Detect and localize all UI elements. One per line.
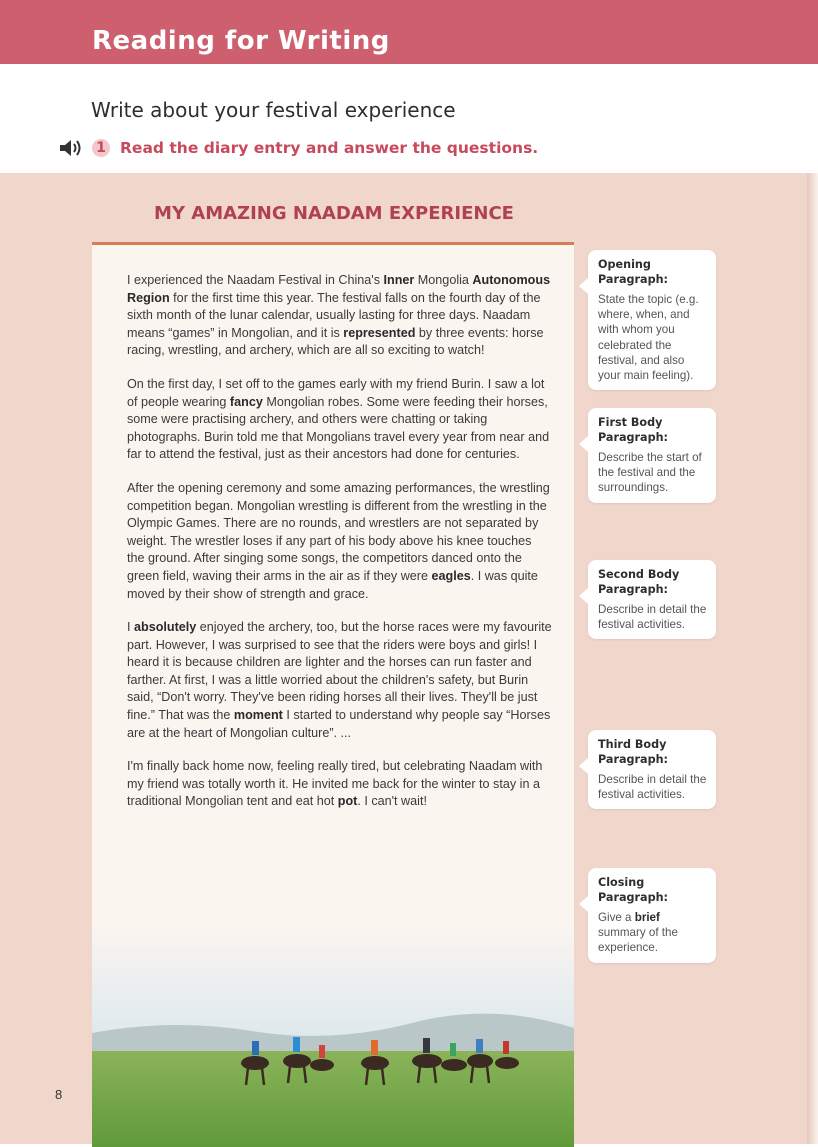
- article-title: MY AMAZING NAADAM EXPERIENCE: [154, 203, 514, 224]
- callout-body: Give a brief summary of the experience.: [598, 911, 678, 955]
- callout-heading: Second Body Paragraph:: [598, 568, 680, 596]
- diary-paragraphs: [127, 272, 552, 811]
- audio-speaker-icon[interactable]: [58, 138, 86, 158]
- bold-term: absolutely: [134, 620, 197, 635]
- bold-term: moment: [233, 708, 283, 723]
- bold-term: brief: [634, 911, 660, 924]
- bold-term: Autonomous Region: [127, 273, 551, 305]
- diary-paragraph: I experienced the Naadam Festival in China's Inner Mongolia Autonomous Region for the first time this year. The festival falls on the fourth day of the sixth month of the lunar calendar, usually lasting for three days. Naadam means “games” in Mongolian, and it is represented by three events: horse racing, wrestling, and archery, which are all so exciting to watch!: [127, 273, 551, 358]
- callout-body: Describe in detail the festival activities.: [598, 773, 707, 802]
- callout-first-body-paragraph: [588, 408, 716, 503]
- instruction-text: Read the diary entry and answer the questions.: [120, 139, 539, 157]
- callout-heading: Opening Paragraph:: [598, 258, 669, 286]
- bold-term: fancy: [229, 394, 263, 409]
- callout-second-body-paragraph: [588, 560, 716, 639]
- horse-race-photo: [92, 923, 574, 1147]
- bold-term: pot: [337, 794, 358, 809]
- diary-paragraph: On the first day, I set off to the games early with my friend Burin. I saw a lot of people wearing fancy Mongolian robes. Some were feeding their horses, some were practising archery, and others were chatting or taking photographs. Burin told me that Mongolians travel every year from near and far to attend the festival, just as their ancestors had done for centuries.: [127, 376, 550, 462]
- diary-paragraph: I'm finally back home now, feeling really tired, but celebrating Naadam with my friend was totally worth it. He invited me back for the winter to stay in a traditional Mongolian tent and eat hot pot. I can't wait!: [127, 759, 543, 809]
- page-subheading: Write about your festival experience: [91, 98, 456, 122]
- bold-term: Inner: [383, 273, 415, 287]
- callout-heading: Third Body Paragraph:: [598, 738, 669, 766]
- section-title: Reading for Writing: [92, 26, 390, 56]
- page-number: 8: [55, 1087, 63, 1102]
- callout-closing-paragraph: [588, 868, 716, 963]
- instruction-row: [58, 137, 538, 159]
- page-edge: [807, 173, 818, 1144]
- callout-body: Describe the start of the festival and the surroundings.: [598, 451, 702, 495]
- callout-heading: First Body Paragraph:: [598, 416, 669, 444]
- exercise-number: 1: [92, 139, 110, 157]
- bold-term: represented: [343, 325, 416, 340]
- callout-body: Describe in detail the festival activities.: [598, 603, 707, 632]
- callout-body: State the topic (e.g. where, when, and with whom you celebrated the festival, and also your main feeling).: [598, 293, 699, 383]
- section-banner: [0, 0, 818, 64]
- diary-entry: [92, 242, 574, 1147]
- diary-paragraph: I absolutely enjoyed the archery, too, but the horse races were my favourite part. However, I was surprised to see that the riders were boys and girls! I heard it is because children are lighter and the horses can run faster and farther. At first, I was a little worried about the children's safety, but Burin said, “Don't worry. They've been riding horses all their lives. They'll be just fine.” That was the moment I started to understand why people say “Horses are at the heart of Mongolian culture”. ...: [127, 620, 552, 740]
- callout-heading: Closing Paragraph:: [598, 876, 669, 904]
- bold-term: eagles: [431, 568, 471, 583]
- diary-paragraph: After the opening ceremony and some amazing performances, the wrestling competition began. Mongolian wrestling is different from the wrestling in the Olympic Games. There are no rounds, and wrestlers are not separated by weight. The wrestler loses if any part of his body above his knee touches the ground. After singing some songs, the competitors danced onto the green field, waving their arms in the air as if they were eagles. I was quite moved by their show of strength and grace.: [127, 480, 550, 601]
- callout-opening-paragraph: [588, 250, 716, 390]
- callout-third-body-paragraph: [588, 730, 716, 809]
